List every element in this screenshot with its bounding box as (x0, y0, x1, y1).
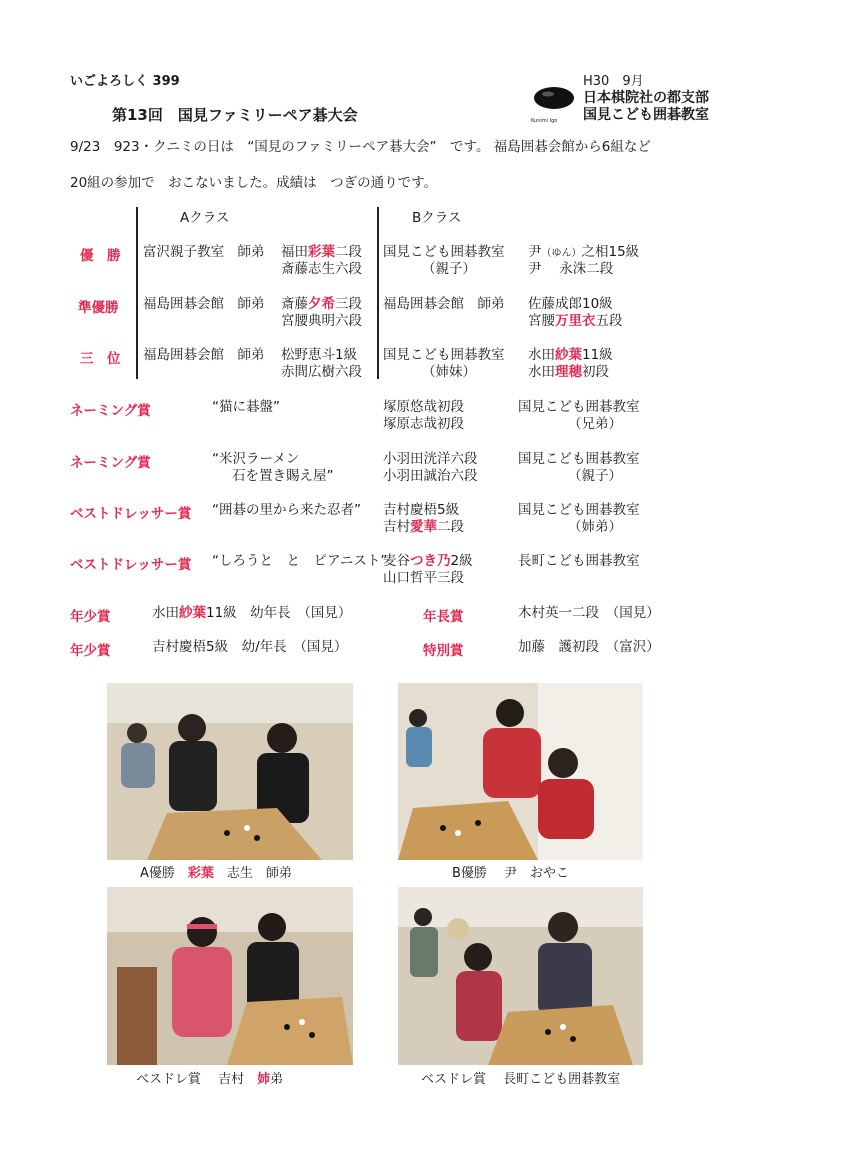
award-group: 国見こども囲碁教室 (518, 502, 640, 518)
highlight-name: 夕希 (308, 296, 335, 312)
award-label: ベストドレッサー賞 (70, 506, 192, 522)
team-name: “猫に碁盤” (212, 399, 280, 415)
name-part: 五段 (595, 313, 623, 329)
name-part: 水田 (152, 605, 179, 621)
winner-b-group: 国見こども囲碁教室 (383, 244, 505, 260)
name-part: 宮腰 (528, 313, 555, 329)
photo-best-dresser-1 (107, 887, 353, 1065)
third-b-player-1 (528, 347, 613, 364)
table-divider-left (136, 207, 138, 379)
name-part: 三段 (335, 296, 362, 312)
label-third: 三 位 (80, 351, 121, 367)
eldest-award-label: 年長賞 (423, 609, 464, 625)
runner-a-player-2: 宮腰典明六段 (281, 313, 362, 329)
winner-b-relation: （親子） (422, 261, 476, 277)
photo-d-caption: ベスドレ賞 長町こども囲碁教室 (421, 1072, 621, 1087)
name-part: 二段 (335, 244, 362, 260)
award-player-1: 小羽田洸洋六段 (383, 451, 478, 467)
caption-part: 弟 (270, 1072, 284, 1087)
award-player-2: 小羽田誠治六段 (383, 468, 478, 484)
award-group: 国見こども囲碁教室 (518, 399, 640, 415)
award-player-2: 塚原志哉初段 (383, 416, 464, 432)
name-part: 尹 (528, 244, 542, 260)
name-part: 11級 幼年長 （国見） (206, 605, 352, 621)
winner-a-player-2: 斎藤志生六段 (281, 261, 362, 277)
team-name: “米沢ラーメン (212, 451, 300, 467)
eldest-award-winner: 木村英一二段 （国見） (518, 605, 660, 621)
youngest-award-winner (152, 605, 351, 622)
photo-c-caption (136, 1068, 283, 1087)
winner-b-player-2: 尹 永洙二段 (528, 261, 614, 277)
runner-b-group: 福島囲碁会館 師弟 (383, 296, 505, 312)
team-name: “囲碁の里から来た忍者” (212, 502, 361, 518)
youngest-award-label: 年少賞 (70, 643, 111, 659)
runner-a-player-1 (281, 296, 362, 313)
award-group: 長町こども囲碁教室 (518, 553, 640, 569)
page-title: 第13回 国見ファミリーペア碁大会 (112, 106, 358, 124)
special-award-winner: 加藤 護初段 （富沢） (518, 639, 660, 655)
name-part: 斎藤 (281, 296, 308, 312)
name-part: 2級 (450, 553, 473, 569)
special-award-label: 特別賞 (423, 643, 464, 659)
highlight-name: 紗葉 (179, 605, 206, 621)
team-name: “しろうと と ピアニスト” (212, 553, 388, 569)
caption-part: 志生 師弟 (213, 866, 292, 881)
org-name: 日本棋院社の都支部 (583, 90, 709, 106)
runner-a-group: 福島囲碁会館 師弟 (143, 296, 265, 312)
award-player-2 (383, 519, 464, 536)
award-group: 国見こども囲碁教室 (518, 451, 640, 467)
highlight-name: つき乃 (410, 553, 451, 569)
award-label: ネーミング賞 (70, 455, 151, 471)
youngest-award-winner: 吉村慶梧5級 幼/年長 （国見） (152, 639, 348, 655)
photo-best-dresser-2 (398, 887, 643, 1065)
award-relation: （親子） (568, 468, 622, 484)
intro-line-2: 20組の参加で おこないました。成績は つぎの通りです。 (70, 175, 438, 191)
award-player-1: 吉村慶梧5級 (383, 502, 460, 518)
highlight-name: 理穂 (555, 364, 582, 380)
photo-a-caption (140, 862, 292, 881)
third-b-player-2 (528, 364, 609, 381)
issue-date: H30 9月 (583, 74, 644, 89)
label-runner-up: 準優勝 (78, 300, 119, 316)
club-name: 国見こども囲碁教室 (583, 107, 709, 123)
award-player-2: 山口哲平三段 (383, 570, 464, 586)
name-part: 吉村 (383, 519, 410, 535)
name-part: 初段 (582, 364, 609, 380)
third-b-relation: （姉妹） (422, 364, 476, 380)
award-relation: （姉弟） (568, 519, 622, 535)
photo-a-winners (107, 683, 353, 860)
name-part: 二段 (437, 519, 464, 535)
third-a-player-2: 赤間広樹六段 (281, 364, 362, 380)
third-b-group: 国見こども囲碁教室 (383, 347, 505, 363)
caption-part: ベスドレ賞 吉村 (136, 1072, 258, 1087)
award-player-1 (383, 553, 473, 570)
label-winner: 優 勝 (80, 248, 121, 264)
highlight-name: 紗葉 (555, 347, 582, 363)
award-player-1: 塚原悠哉初段 (383, 399, 464, 415)
name-part: 麦谷 (383, 553, 410, 569)
series-label: いごよろしく 399 (70, 74, 180, 89)
winner-b-player-1 (528, 244, 639, 262)
name-part: 水田 (528, 347, 555, 363)
third-a-group: 福島囲碁会館 師弟 (143, 347, 265, 363)
intro-line-1: 9/23 923・クニミの日は “国見のファミリーペア碁大会” です。 福島囲碁会館から6組など (70, 139, 651, 155)
award-relation: （兄弟） (568, 416, 622, 432)
winner-a-group: 富沢親子教室 師弟 (143, 244, 265, 260)
highlight-name: 彩葉 (308, 244, 335, 260)
logo-text: Kunimi Igo (531, 118, 558, 124)
third-a-player-1: 松野恵斗1級 (281, 347, 358, 363)
caption-part: A優勝 (140, 866, 188, 881)
award-label: ベストドレッサー賞 (70, 557, 192, 573)
runner-b-player-1: 佐藤成郎10級 (528, 296, 613, 312)
table-divider-mid (377, 207, 379, 379)
highlight-name: 愛華 (410, 519, 437, 535)
runner-b-player-2 (528, 313, 623, 330)
name-part: 之相15級 (581, 244, 640, 260)
name-part: 福田 (281, 244, 308, 260)
team-name-cont: 石を置き賜え屋” (232, 468, 334, 484)
name-part: 11級 (582, 347, 613, 363)
highlight-name: 万里衣 (555, 313, 596, 329)
winner-a-player-1 (281, 244, 362, 261)
reading-note: （ゆん） (541, 248, 582, 259)
youngest-award-label: 年少賞 (70, 609, 111, 625)
photo-b-caption: B優勝 尹 おやこ (452, 866, 570, 881)
highlight-name: 姉 (257, 1072, 271, 1087)
award-label: ネーミング賞 (70, 403, 151, 419)
name-part: 水田 (528, 364, 555, 380)
highlight-name: 彩葉 (187, 866, 214, 881)
photo-b-winners (398, 683, 643, 860)
class-a-header: Aクラス (180, 210, 230, 226)
class-b-header: Bクラス (412, 210, 462, 226)
